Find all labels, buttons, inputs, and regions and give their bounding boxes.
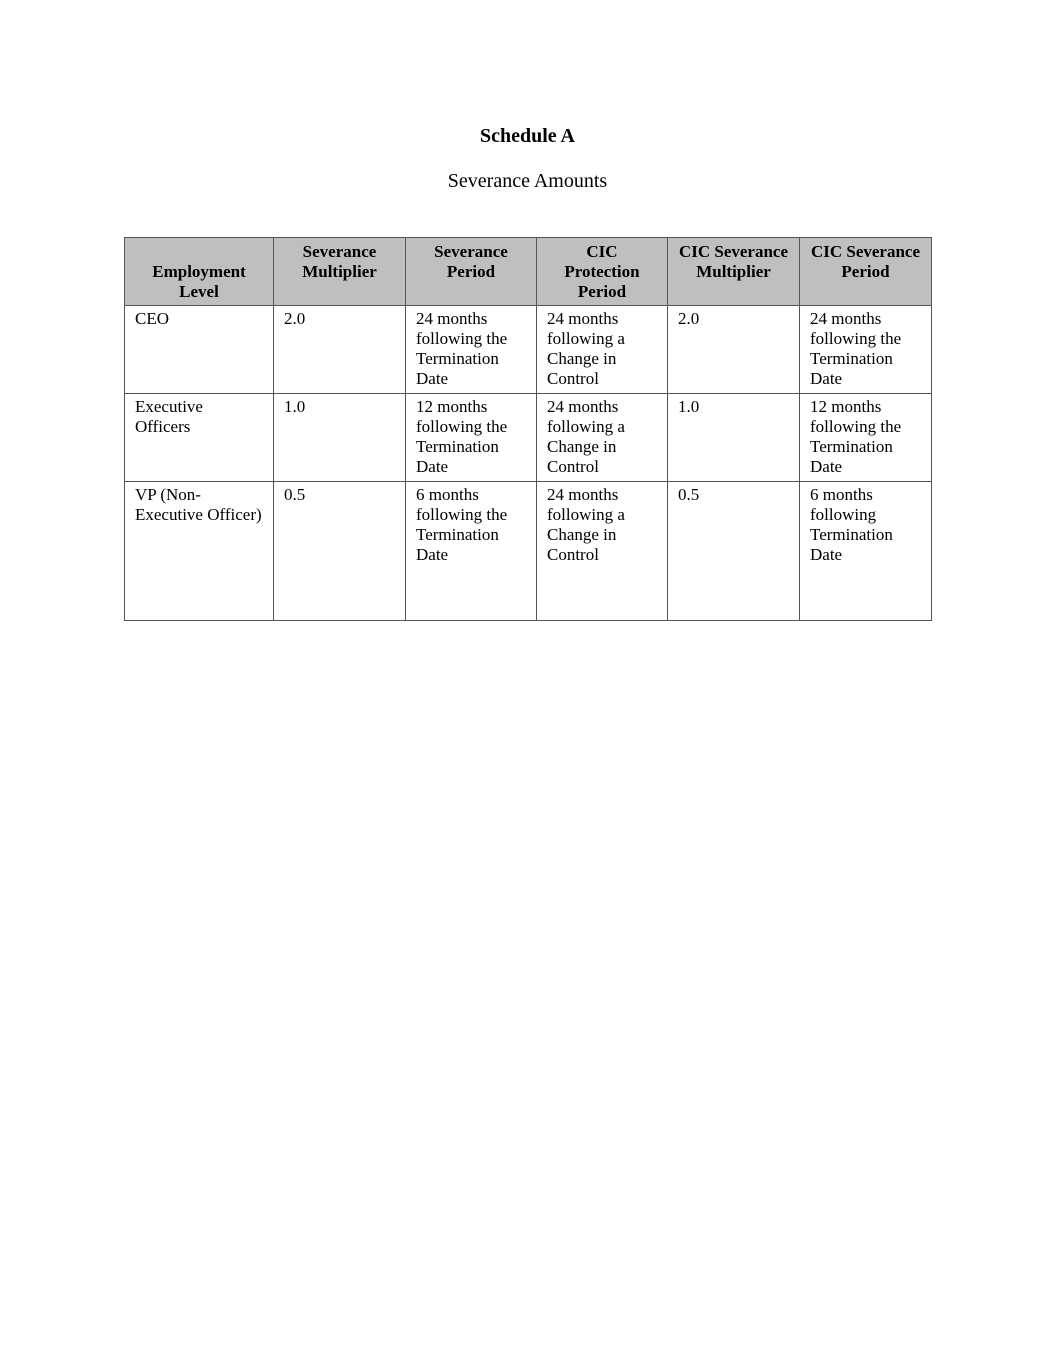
cell-severance-period: 24 months following the Termination Date [406,306,537,394]
header-severance-multiplier: Severance Multiplier [274,238,406,306]
cell-severance-period: 12 months following the Termination Date [406,394,537,482]
schedule-title: Schedule A [479,125,576,147]
cell-cic-severance-period: 6 months following Termination Date [800,482,932,621]
cell-cic-severance-multiplier: 1.0 [668,394,800,482]
cell-severance-multiplier: 0.5 [274,482,406,621]
severance-table [124,237,932,621]
header-cic-severance-period: CIC Severance Period [800,238,932,306]
cell-cic-severance-period: 12 months following the Termination Date [800,394,932,482]
header-cic-severance-multiplier: CIC Severance Multiplier [668,238,800,306]
header-severance-period: Severance Period [406,238,537,306]
table-row [125,394,932,482]
cell-cic-severance-multiplier: 0.5 [668,482,800,621]
cell-severance-period: 6 months following the Termination Date [406,482,537,621]
cell-severance-multiplier: 1.0 [274,394,406,482]
cell-employment-level: VP (Non- Executive Officer) [125,482,274,621]
cell-cic-protection-period: 24 months following a Change in Control [537,482,668,621]
cell-employment-level: CEO [125,306,274,394]
cell-severance-multiplier: 2.0 [274,306,406,394]
header-cic-protection-period: CIC Protection Period [537,238,668,306]
table-row [125,306,932,394]
cell-employment-level: Executive Officers [125,394,274,482]
table-header-row [125,238,932,306]
cell-cic-severance-multiplier: 2.0 [668,306,800,394]
cell-cic-protection-period: 24 months following a Change in Control [537,394,668,482]
cell-cic-severance-period: 24 months following the Termination Date [800,306,932,394]
cell-cic-protection-period: 24 months following a Change in Control [537,306,668,394]
header-employment-level: Employment Level [125,238,274,306]
table-row [125,482,932,621]
schedule-subtitle: Severance Amounts [447,170,608,192]
